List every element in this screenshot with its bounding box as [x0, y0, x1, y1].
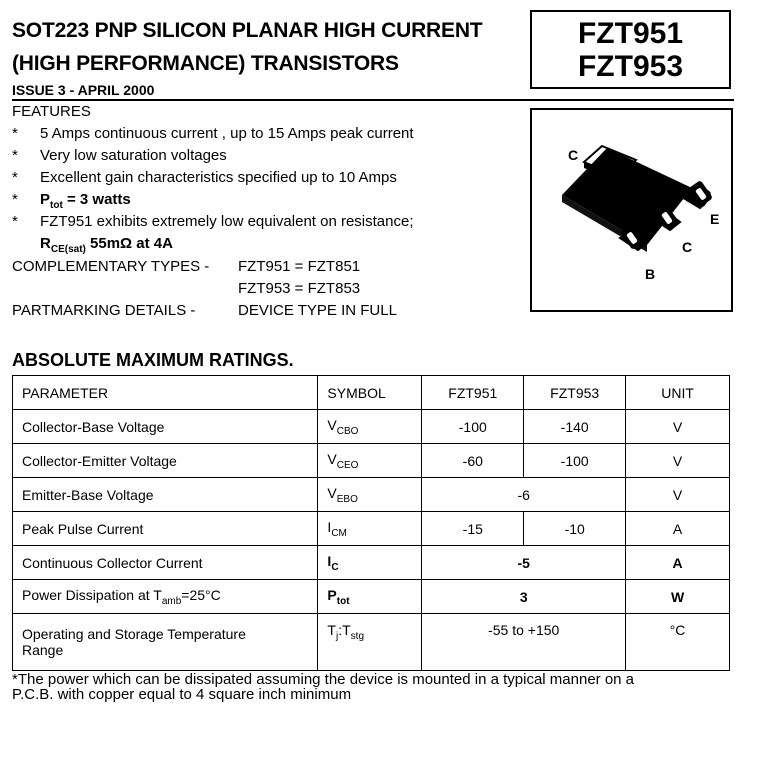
value-cell: -60 [422, 444, 524, 478]
unit-cell: V [626, 444, 730, 478]
symbol-letter: P [327, 586, 337, 603]
table-row [13, 614, 730, 671]
rce-subscript: CE(sat) [50, 244, 86, 255]
bullet: * [12, 169, 18, 186]
feature-text: Very low saturation voltages [40, 147, 227, 164]
table-row [13, 546, 730, 580]
feature-text: Excellent gain characteristics specified up to 10 Amps [40, 169, 397, 186]
symbol-cell [318, 546, 422, 580]
table-row [13, 580, 730, 614]
value-cell: -6 [422, 478, 626, 512]
param-cell: Collector-Base Voltage [13, 410, 318, 444]
symbol-cell [318, 478, 422, 512]
symbol-cell [318, 512, 422, 546]
features-heading: FEATURES [12, 103, 91, 120]
symbol-cell [318, 580, 422, 614]
value-cell: -140 [524, 410, 626, 444]
complementary-pair-1: FZT951 = FZT851 [238, 258, 361, 275]
param-cell: Peak Pulse Current [13, 512, 318, 546]
pin-label-c-top: C [568, 147, 579, 163]
value-cell: 3 [422, 580, 626, 614]
param-cell: Emitter-Base Voltage [13, 478, 318, 512]
header-divider [12, 99, 734, 101]
ratings-heading: ABSOLUTE MAXIMUM RATINGS. [12, 350, 294, 370]
footnote-line-1: *The power which can be dissipated assuming the device is mounted in a typical manner on a [12, 671, 635, 688]
table-row [13, 444, 730, 478]
bullet: * [12, 147, 18, 164]
bullet: * [12, 191, 18, 208]
symbol-cell [318, 410, 422, 444]
footnote [12, 672, 742, 702]
rce-value: 55mΩ at 4A [85, 235, 173, 252]
part-number-2: FZT953 [577, 50, 684, 83]
sot223-package-icon [532, 110, 731, 310]
value-cell: -55 to +150 [422, 614, 626, 671]
value-cell: -5 [422, 546, 626, 580]
unit-cell: A [626, 546, 730, 580]
pin-label-e: E [710, 211, 720, 227]
symbol-letter: I [327, 518, 332, 535]
bullet: * [12, 125, 18, 142]
value-cell: -100 [524, 444, 626, 478]
value-cell: -10 [524, 512, 626, 546]
ptot-value: = 3 watts [62, 191, 131, 208]
feature-text [40, 235, 173, 255]
ptot-symbol: P [40, 191, 51, 208]
header-symbol: SYMBOL [318, 376, 422, 410]
unit-cell: W [626, 580, 730, 614]
value-cell: -100 [422, 410, 524, 444]
symbol-subscript: j [335, 630, 339, 642]
symbol-cell [318, 444, 422, 478]
symbol-letter: V [327, 484, 337, 501]
table-row [13, 512, 730, 546]
title-line-1: SOT223 PNP SILICON PLANAR HIGH CURRENT [12, 19, 483, 42]
header-fzt953: FZT953 [524, 376, 626, 410]
part-number-box [530, 10, 731, 89]
rce-symbol: R [40, 235, 51, 252]
partmarking-value: DEVICE TYPE IN FULL [238, 302, 397, 319]
part-number-1: FZT951 [577, 17, 684, 50]
symbol-letter: I [327, 552, 332, 569]
symbol-subscript: CEO [336, 459, 359, 471]
table-header-row [13, 376, 730, 410]
feature-text: 5 Amps continuous current , up to 15 Amps peak current [40, 125, 414, 142]
param-text-tail: =25°C [181, 586, 221, 603]
ratings-table [12, 375, 730, 671]
complementary-label: COMPLEMENTARY TYPES - [12, 258, 210, 275]
symbol-subscript: EBO [336, 493, 358, 505]
partmarking-label: PARTMARKING DETAILS - [12, 302, 196, 319]
header-unit: UNIT [626, 376, 730, 410]
complementary-pair-2: FZT953 = FZT853 [238, 280, 361, 297]
feature-text: FZT951 exhibits extremely low equivalent on resistance; [40, 213, 414, 230]
symbol-separator: :T [338, 622, 351, 638]
symbol-letter: V [327, 416, 337, 433]
unit-cell: V [626, 410, 730, 444]
pin-label-c: C [682, 239, 693, 255]
symbol-letter: V [327, 450, 337, 467]
param-subscript: amb [161, 595, 182, 607]
param-cell: Collector-Emitter Voltage [13, 444, 318, 478]
header-parameter: PARAMETER [13, 376, 318, 410]
footnote-line-2: P.C.B. with copper equal to 4 square inch minimum [12, 686, 352, 703]
symbol-cell [318, 614, 422, 671]
symbol-subscript: tot [336, 595, 350, 607]
unit-cell: V [626, 478, 730, 512]
ptot-subscript: tot [50, 200, 63, 211]
symbol-subscript: stg [350, 630, 365, 642]
symbol-subscript: CBO [336, 425, 359, 437]
symbol-letter: T [327, 622, 336, 638]
param-text: Power Dissipation at T [22, 586, 162, 603]
param-cell [13, 614, 318, 671]
symbol-subscript: C [331, 561, 339, 573]
unit-cell: °C [626, 614, 730, 671]
symbol-subscript: CM [331, 527, 347, 539]
param-line-2: Range [22, 642, 64, 658]
issue-date: ISSUE 3 - APRIL 2000 [12, 82, 155, 98]
document-title [12, 14, 482, 80]
param-line-1: Operating and Storage Temperature [22, 626, 246, 642]
unit-cell: A [626, 512, 730, 546]
bullet: * [12, 213, 18, 230]
param-cell [13, 580, 318, 614]
param-cell: Continuous Collector Current [13, 546, 318, 580]
value-cell: -15 [422, 512, 524, 546]
feature-text [40, 191, 131, 211]
header-fzt951: FZT951 [422, 376, 524, 410]
pin-label-b: B [645, 266, 656, 282]
table-row [13, 478, 730, 512]
title-line-2: (HIGH PERFORMANCE) TRANSISTORS [12, 52, 399, 75]
table-row [13, 410, 730, 444]
package-drawing-box [530, 108, 733, 312]
